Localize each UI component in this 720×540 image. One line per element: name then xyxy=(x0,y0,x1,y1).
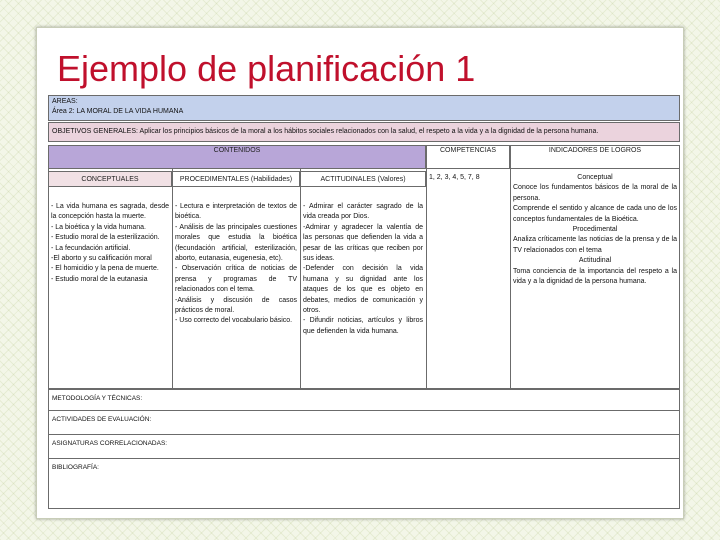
list-item: - Estudio moral de la esterilización. xyxy=(51,234,160,242)
list-item: - Observación crítica de noticias de prensa y programas de TV relacionados con el tema. xyxy=(175,265,297,294)
list-item: - Difundir noticias, artículos y libros que defienden la vida humana. xyxy=(303,317,423,335)
indicator-item: Toma conciencia de la importancia del respeto a la vida y a la dignidad de la persona humana. xyxy=(513,267,677,286)
list-item: - Uso correcto del vocabulario básico. xyxy=(175,317,293,325)
list-item: - El homicidio y la pena de muerte. xyxy=(51,265,159,273)
areas-row xyxy=(48,95,680,121)
list-item: - La vida humana es sagrada, desde la concepción hasta la muerte. xyxy=(51,203,169,221)
actitudinales-header: ACTITUDINALES (Valores) xyxy=(300,171,426,187)
metodologia-row: METODOLOGÍA Y TÉCNICAS: xyxy=(48,389,680,411)
list-item: - La fecundación artificial. xyxy=(51,244,131,252)
asignaturas-row: ASIGNATURAS CORRELACIONADAS: xyxy=(48,435,680,459)
procedimentales-header: PROCEDIMENTALES (Habilidades) xyxy=(172,171,300,187)
actividades-row: ACTIVIDADES DE EVALUACIÓN: xyxy=(48,411,680,435)
indicator-heading: Actitudinal xyxy=(578,257,612,265)
column-divider xyxy=(426,169,427,389)
indicator-heading: Conceptual xyxy=(577,174,613,181)
contenidos-header: CONTENIDOS xyxy=(48,145,426,169)
indicadores-cell xyxy=(510,171,680,289)
areas-value: Área 2: LA MORAL DE LA VIDA HUMANA xyxy=(52,108,184,115)
list-item: - Análisis de las principales cuestiones morales que estudia la bioética (fecundación artificial, esterilización, aborto, eutanasia, eugenesia, etc). xyxy=(175,223,297,263)
competencias-header: COMPETENCIAS xyxy=(426,145,510,169)
list-item: - La bioética y la vida humana. xyxy=(51,223,146,231)
indicator-item: Analiza críticamente las noticias de la prensa y de la TV relacionados con el tema xyxy=(513,236,677,254)
competencias-cell: 1, 2, 3, 4, 5, 7, 8 xyxy=(429,174,480,181)
actitudinales-cell xyxy=(300,200,426,339)
procedimentales-cell xyxy=(172,200,300,329)
indicator-item: Comprende el sentido y alcance de cada uno de los conceptos fundamentales de la Bioética. xyxy=(513,205,677,223)
list-item: -El aborto y su calificación moral xyxy=(51,255,152,263)
list-item: - Admirar el carácter sagrado de la vida creada por Dios. xyxy=(303,203,423,221)
page-title: Ejemplo de planificación 1 xyxy=(57,48,476,89)
list-item: - Lectura e interpretación de textos de bioética. xyxy=(175,203,297,221)
areas-label: AREAS: xyxy=(52,98,78,105)
list-item: -Admirar y agradecer la valentía de las personas que defienden la vida a pesar de las críticas que reciben por sus ideas. xyxy=(303,223,423,263)
conceptuales-cell xyxy=(48,200,172,287)
list-item: -Defender con decisión la vida humana y su dignidad ante los ataques de los que es objeto en debates, medios de comunicación y otros. xyxy=(303,265,423,315)
indicator-heading: Procedimental xyxy=(572,226,618,234)
indicator-item: Conoce los fundamentos básicos de la moral de la persona. xyxy=(513,184,677,202)
list-item: -Análisis y discusión de casos prácticos de moral. xyxy=(175,296,297,315)
objetivos-row: OBJETIVOS GENERALES: Aplicar los principios básicos de la moral a los hábitos sociales relacionados con la salud, el respeto a la vida y a la dignidad de la persona humana. xyxy=(48,122,680,142)
conceptuales-header: CONCEPTUALES xyxy=(48,171,172,187)
list-item: - Estudio moral de la eutanasia xyxy=(51,275,148,283)
indicadores-header: INDICADORES DE LOGROS xyxy=(510,145,680,169)
bibliografia-row: BIBLIOGRAFÍA: xyxy=(48,459,680,509)
